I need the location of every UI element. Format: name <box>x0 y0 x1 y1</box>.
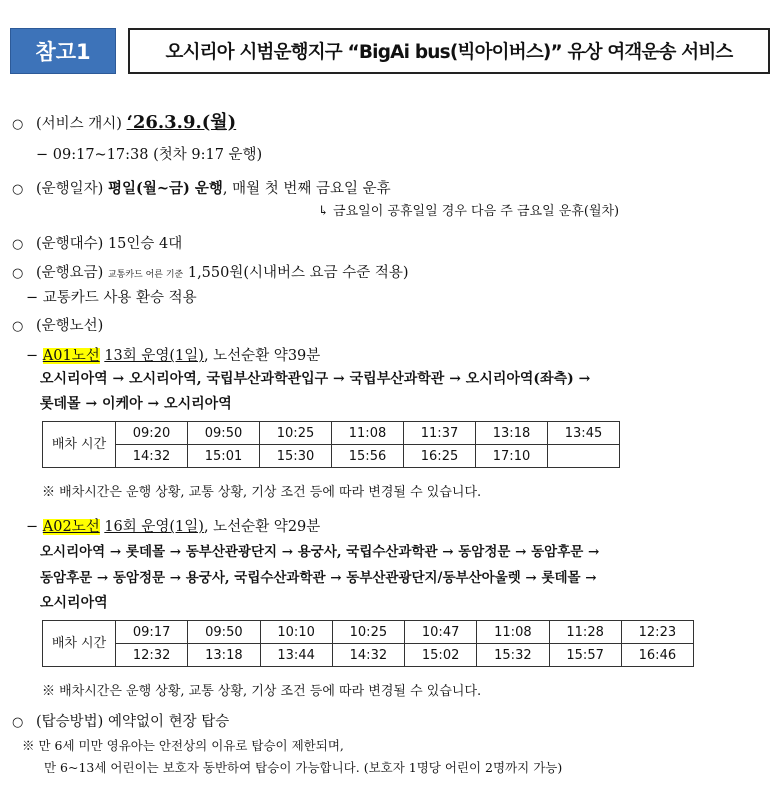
schedule-cell: 09:50 <box>188 422 260 445</box>
route-a01-desc: , 노선순환 약39분 <box>203 348 321 364</box>
schedule-cell: 14:32 <box>116 445 188 468</box>
route-a02-ops: 16회 운영(1일) <box>104 519 204 535</box>
schedule-cell: 12:32 <box>116 644 188 667</box>
schedule-cell: 16:46 <box>621 644 693 667</box>
schedule-cell: 13:18 <box>476 422 548 445</box>
circle-bullet-icon: ○ <box>12 715 24 730</box>
schedule-cell: 11:08 <box>477 621 549 644</box>
route-a01-stops-2: 롯데몰 → 이케아 → 오시리아역 <box>40 396 232 412</box>
vehicles-value: 15인승 4대 <box>107 236 183 252</box>
fare-small-note: 교통카드 어른 기준 <box>107 270 184 280</box>
route-a02-desc: , 노선순환 약29분 <box>203 519 321 535</box>
fare-sub: − 교통카드 사용 환승 적용 <box>26 290 197 306</box>
route-a01-heading: − A01노선 13회 운영(1일), 노선순환 약39분 <box>26 348 321 364</box>
route-a01-schedule-table <box>42 421 620 468</box>
fare-value: 1,550원(시내버스 요금 수준 적용) <box>187 265 409 281</box>
routes-label: (운행노선) <box>36 318 104 334</box>
schedule-cell: 10:10 <box>260 621 332 644</box>
route-a01-stops-1: 오시리아역 → 오시리아역, 국립부산과학관입구 → 국립부산과학관 → 오시리아역(좌측) → <box>40 371 591 387</box>
schedule-cell: 15:02 <box>405 644 477 667</box>
schedule-cell: 17:10 <box>476 445 548 468</box>
service-start-row <box>12 108 236 134</box>
operating-days-rest: , 매월 첫 번째 금요일 운휴 <box>222 181 391 197</box>
schedule-cell: 10:25 <box>260 422 332 445</box>
schedule-cell: 09:50 <box>188 621 260 644</box>
circle-bullet-icon: ○ <box>12 266 24 281</box>
schedule-cell: 13:44 <box>260 644 332 667</box>
schedule-cell <box>548 445 620 468</box>
schedule-cell: 11:08 <box>332 422 404 445</box>
header <box>10 28 770 74</box>
boarding-value: 예약없이 현장 탑승 <box>107 714 230 730</box>
schedule-label: 배차 시간 <box>43 422 116 468</box>
reference-tag: 참고1 <box>10 28 116 74</box>
service-start-label: (서비스 개시) <box>36 116 122 132</box>
route-a02-stops-2: 동암후문 → 동암정문 → 용궁사, 국립수산과학관 → 동부산관광단지/동부산아울렛 → 롯데몰 → <box>40 570 597 586</box>
schedule-cell: 15:30 <box>260 445 332 468</box>
circle-bullet-icon: ○ <box>12 319 24 334</box>
page-title: 오시리아 시범운행지구 “BigAi bus(빅아이버스)” 유상 여객운송 서비스 <box>128 28 770 74</box>
operating-days-row <box>12 177 391 198</box>
boarding-label: (탑승방법) <box>36 714 104 730</box>
schedule-cell: 11:28 <box>549 621 621 644</box>
schedule-cell: 09:17 <box>116 621 188 644</box>
schedule-cell: 15:32 <box>477 644 549 667</box>
route-a02-schedule-table <box>42 620 694 667</box>
circle-bullet-icon: ○ <box>12 237 24 252</box>
schedule-cell: 15:01 <box>188 445 260 468</box>
route-a01-name: A01노선 <box>42 348 100 364</box>
schedule-cell: 10:25 <box>332 621 404 644</box>
schedule-cell: 15:57 <box>549 644 621 667</box>
return-arrow-icon: ↳ <box>318 204 334 219</box>
route-a01-ops: 13회 운영(1일) <box>104 348 204 364</box>
schedule-cell: 11:37 <box>404 422 476 445</box>
schedule-cell: 13:18 <box>188 644 260 667</box>
schedule-cell: 15:56 <box>332 445 404 468</box>
service-hours: − 09:17~17:38 (첫차 9:17 운행) <box>36 147 263 163</box>
operating-days-bold: 평일(월~금) 운행 <box>107 180 223 197</box>
route-a02-name: A02노선 <box>42 519 100 535</box>
circle-bullet-icon: ○ <box>12 182 24 197</box>
schedule-cell: 13:45 <box>548 422 620 445</box>
boarding-row <box>12 710 229 731</box>
schedule-cell: 12:23 <box>621 621 693 644</box>
schedule-cell: 09:20 <box>116 422 188 445</box>
operating-days-note-text: 금요일이 공휴일일 경우 다음 주 금요일 운휴(월차) <box>333 204 620 219</box>
schedule-cell: 16:25 <box>404 445 476 468</box>
route-a02-stops-3: 오시리아역 <box>40 595 108 611</box>
service-start-date: ‘26.3.9.(월) <box>126 112 237 133</box>
schedule-cell: 10:47 <box>405 621 477 644</box>
boarding-note-1: ※ 만 6세 미만 영유아는 안전상의 이유로 탑승이 제한되며, <box>22 738 344 753</box>
fare-row <box>12 261 409 282</box>
circle-bullet-icon: ○ <box>12 117 24 132</box>
boarding-note-2: 만 6~13세 어린이는 보호자 동반하여 탑승이 가능합니다. (보호자 1명당 어린이 2명까지 가능) <box>44 760 563 775</box>
route-a02-heading: − A02노선 16회 운영(1일), 노선순환 약29분 <box>26 519 321 535</box>
vehicles-row <box>12 232 182 253</box>
route-a01-note: ※ 배차시간은 운행 상황, 교통 상황, 기상 조건 등에 따라 변경될 수 있습니다. <box>42 485 482 500</box>
fare-sub-text: 교통카드 사용 환승 적용 <box>42 290 197 306</box>
routes-row <box>12 314 103 335</box>
schedule-label: 배차 시간 <box>43 621 116 667</box>
operating-days-note <box>318 200 619 219</box>
schedule-cell: 14:32 <box>332 644 404 667</box>
operating-days-label: (운행일자) <box>36 181 104 197</box>
route-a02-stops-1: 오시리아역 → 롯데몰 → 동부산관광단지 → 용궁사, 국립수산과학관 → 동암정문 → 동암후문 → <box>40 544 600 560</box>
service-hours-text: 09:17~17:38 (첫차 9:17 운행) <box>52 147 263 163</box>
fare-label: (운행요금) <box>36 265 104 281</box>
route-a02-note: ※ 배차시간은 운행 상황, 교통 상황, 기상 조건 등에 따라 변경될 수 있습니다. <box>42 684 482 699</box>
vehicles-label: (운행대수) <box>36 236 104 252</box>
